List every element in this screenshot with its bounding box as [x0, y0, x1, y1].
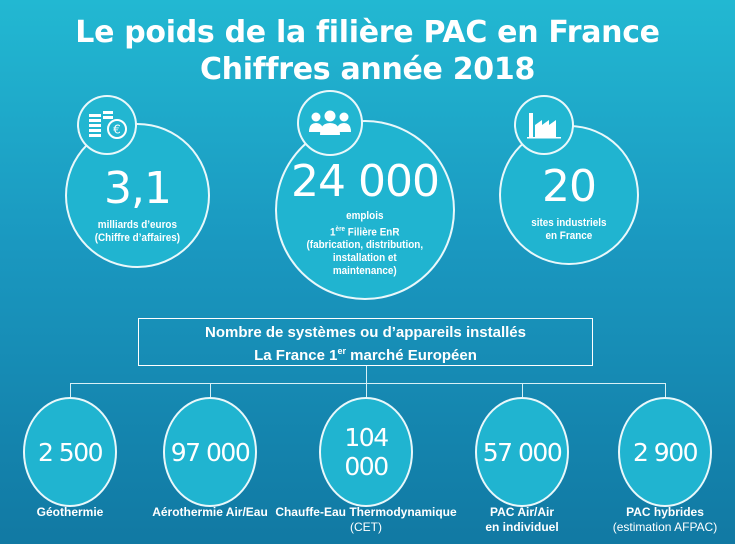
connector — [522, 383, 523, 398]
system-value: 2 900 — [632, 437, 698, 467]
page-title — [0, 14, 735, 88]
box-line-2-sup: er — [337, 346, 346, 356]
stat-label-line: installation et — [333, 252, 397, 265]
stat-label-line — [307, 223, 424, 240]
connector-horizontal — [70, 383, 666, 384]
system-label — [565, 505, 735, 535]
system-pac-hybrides — [618, 397, 712, 507]
system-value: 57 000 — [482, 437, 562, 467]
stat-label-line: (fabrication, distribution, — [306, 239, 424, 252]
stat-label-line: maintenance) — [333, 265, 397, 278]
system-label-main: PAC hybrides — [626, 505, 704, 519]
system-label-main: Aérothermie Air/Eau — [152, 505, 268, 519]
stat-label — [95, 219, 180, 245]
installed-systems-header — [138, 318, 593, 366]
connector — [366, 383, 367, 398]
system-label-main: PAC Air/Air — [489, 505, 554, 519]
system-aerothermie — [163, 397, 257, 507]
stat-label-line: emplois — [346, 209, 384, 222]
box-line-1: Nombre de systèmes ou d’appareils installés — [205, 324, 526, 341]
stat-label — [531, 217, 606, 243]
box-line-2 — [139, 342, 592, 365]
stat-value: 24 000 — [291, 155, 439, 207]
euro-coins-icon — [77, 95, 137, 155]
system-value: 2 500 — [37, 437, 103, 467]
stat-label-line: en France — [545, 230, 593, 242]
box-line-2-pre: La France 1 — [254, 347, 338, 364]
system-label-sub: (estimation AFPAC) — [612, 520, 718, 534]
connector — [210, 383, 211, 398]
system-pac-air-air — [475, 397, 569, 507]
system-label-main: Chauffe-Eau Thermodynamique — [275, 505, 457, 519]
system-value: 97 000 — [170, 437, 250, 467]
stat-value: 20 — [542, 161, 596, 212]
stat-jobs — [275, 120, 455, 300]
stat-label-line: sites industriels — [531, 217, 607, 229]
people-group-icon — [297, 90, 363, 156]
stat-label — [307, 210, 424, 279]
system-geothermie — [23, 397, 117, 507]
system-label-sub: en individuel — [485, 520, 559, 534]
system-value: 104 000 — [344, 423, 388, 481]
stat-sites — [499, 125, 639, 265]
connector — [70, 383, 71, 398]
system-cet — [319, 397, 413, 507]
stat-value: 3,1 — [104, 162, 171, 214]
stat-label-line: (Chiffre d’affaires) — [94, 231, 181, 244]
rank-sup: ère — [335, 225, 346, 233]
connector — [665, 383, 666, 398]
svg-text:€: € — [113, 122, 121, 137]
rank: 1 — [330, 226, 336, 239]
box-line-2-post: marché Européen — [346, 347, 477, 364]
stat-label-line: milliards d’euros — [97, 218, 178, 231]
connector-trunk — [366, 366, 367, 384]
title-line-2: Chiffres année 2018 — [199, 52, 536, 87]
system-label-main: Géothermie — [36, 505, 104, 519]
factory-icon — [514, 95, 574, 155]
system-label-sub: (CET) — [350, 520, 382, 534]
title-line-1: Le poids de la filière PAC en France — [75, 15, 660, 50]
rank-text: Filière EnR — [347, 226, 400, 239]
